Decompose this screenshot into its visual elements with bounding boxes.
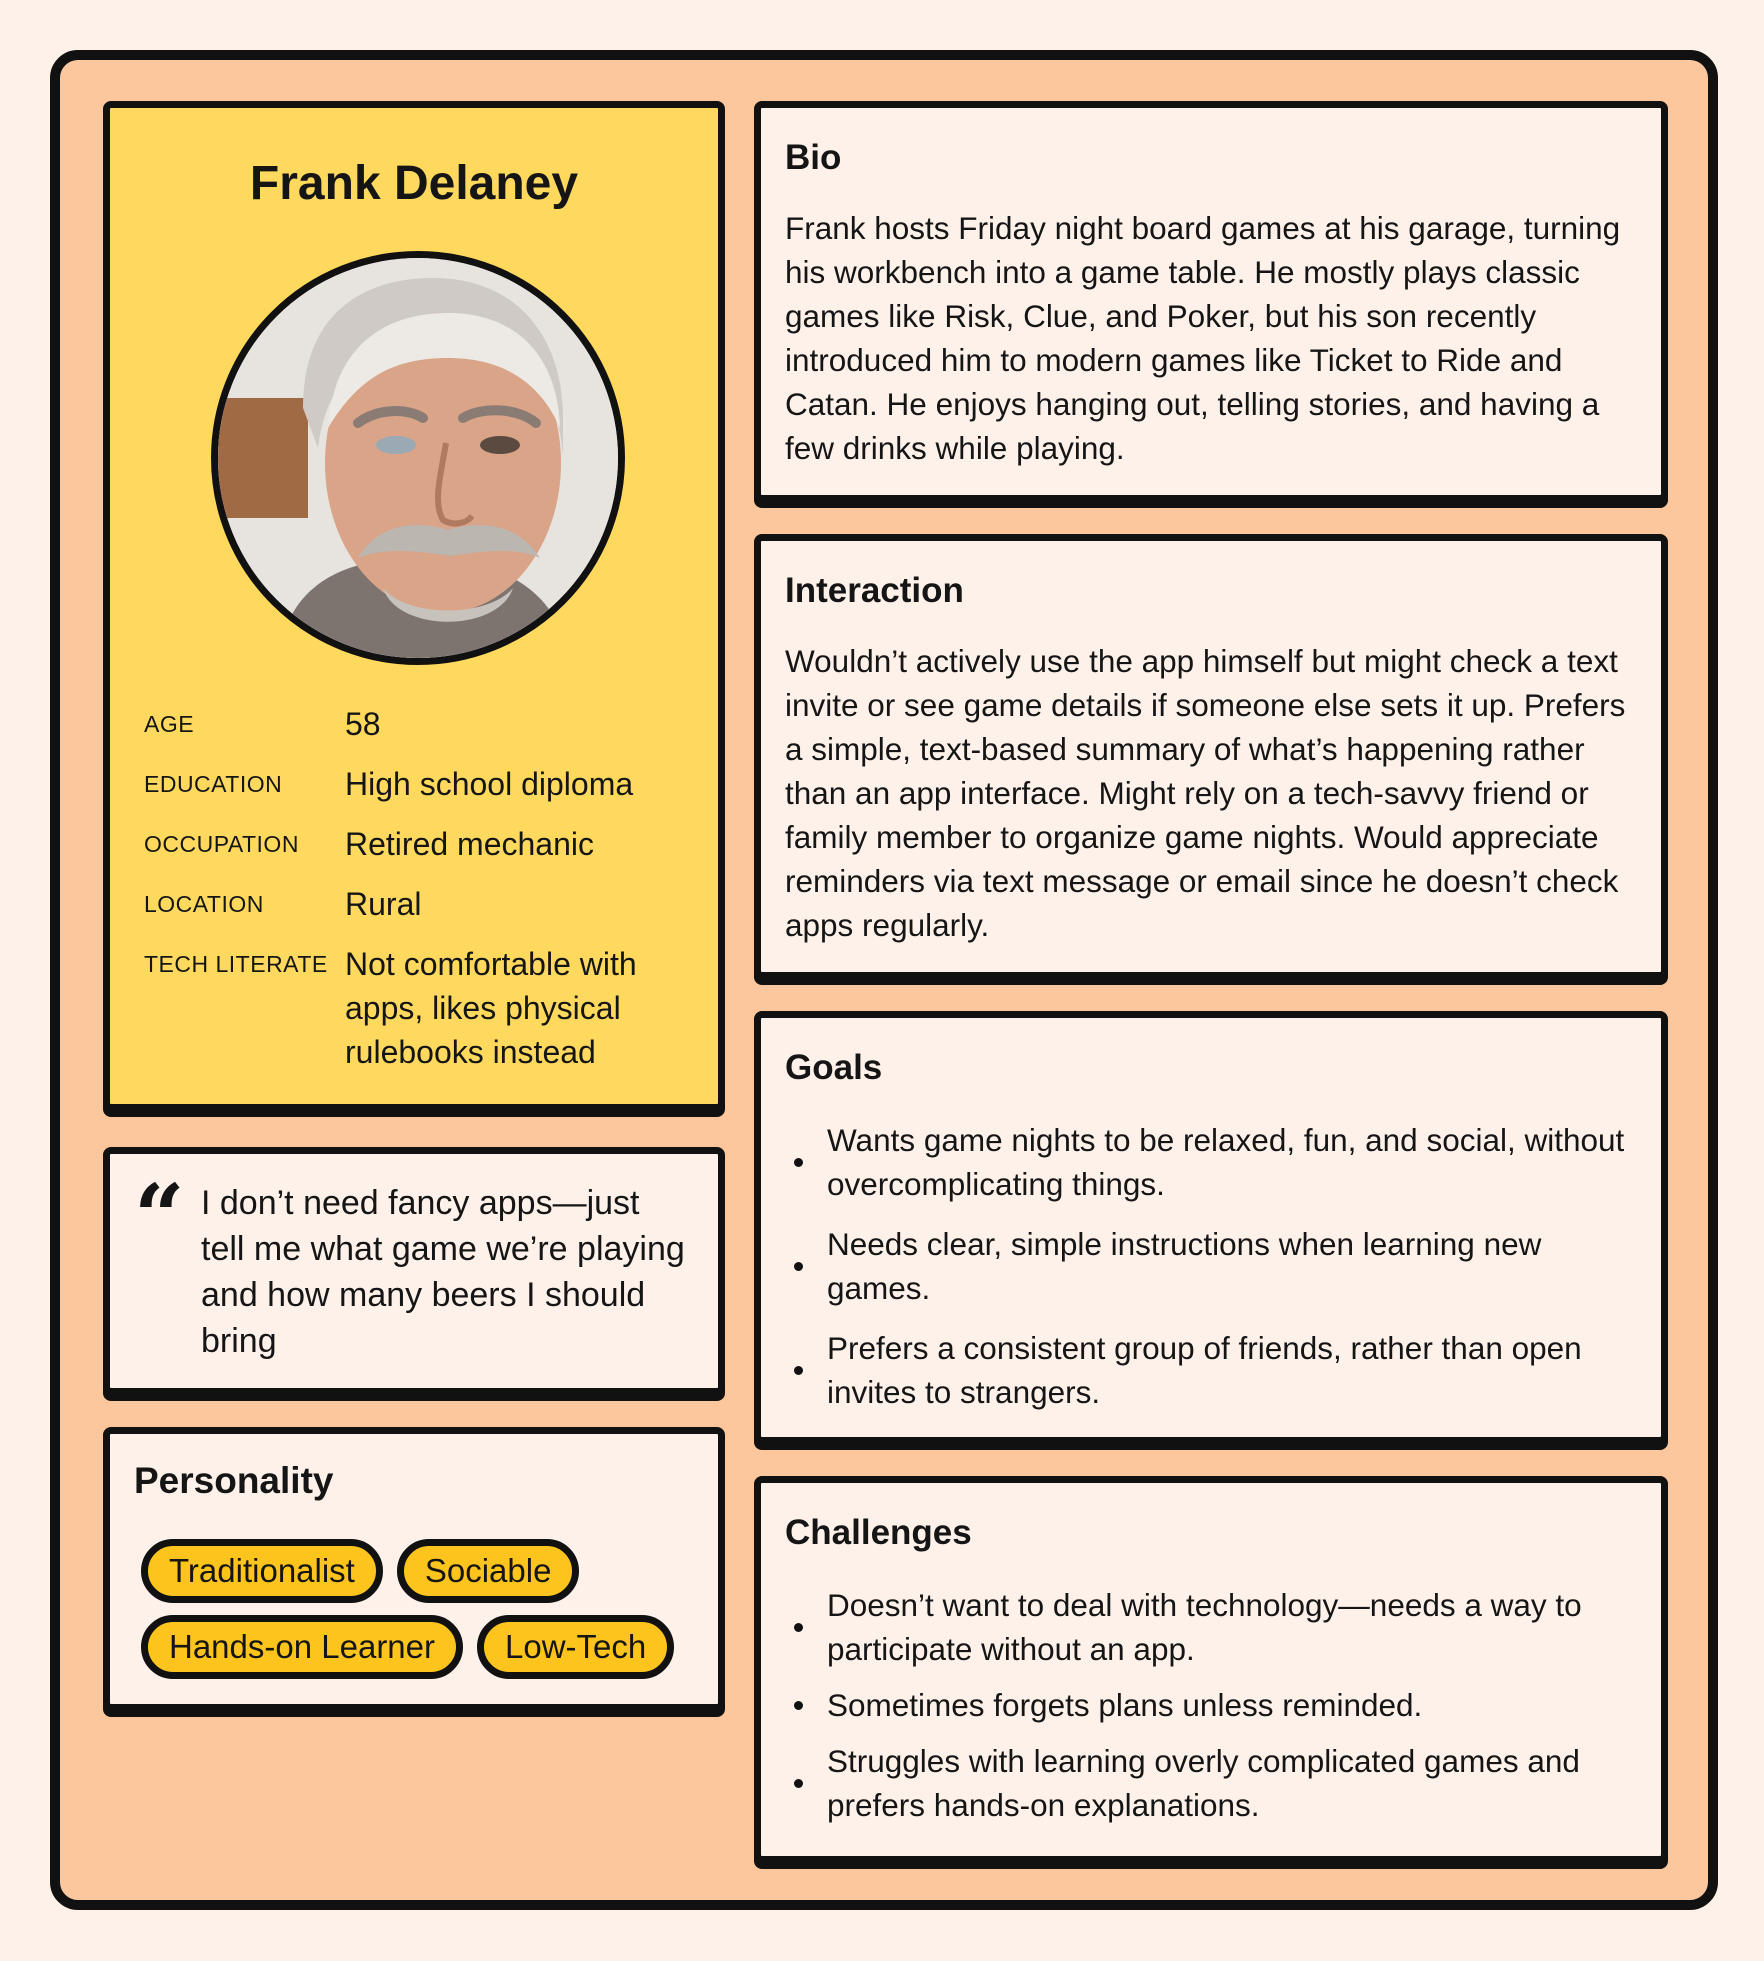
bio-text: Frank hosts Friday night board games at his garage, turning his workbench into a game table. He mostly plays classic games like Risk, Clue, and Poker, but his son recently introduced him to modern games like Ticket to Ride and Catan. He enjoys hanging out, telling stories, and having a few drinks while playing. — [785, 210, 1621, 466]
quote-card — [103, 1147, 725, 1395]
fact-value: Rural — [345, 886, 422, 922]
personality-card — [103, 1427, 725, 1711]
bio-title: Bio — [785, 138, 842, 177]
fact-value: Not comfortable with apps, likes physical rulebooks instead — [345, 946, 637, 1070]
fact-label: TECH LITERATE — [144, 951, 328, 977]
fact-education — [144, 762, 698, 806]
personality-title: Personality — [134, 1460, 334, 1501]
trait-chips — [141, 1539, 701, 1679]
challenge-item: Sometimes forgets plans unless reminded. — [785, 1683, 1641, 1727]
goal-item: Prefers a consistent group of friends, rather than open invites to strangers. — [785, 1326, 1641, 1414]
facts-list — [144, 702, 698, 1090]
trait-chip: Sociable — [397, 1539, 580, 1603]
fact-age — [144, 702, 698, 746]
quote-icon: “ — [134, 1164, 185, 1268]
interaction-text: Wouldn’t actively use the app himself but might check a text invite or see game details if someone else sets it up. Prefers a simple, text-based summary of what’s happening rather than an app interface. Might rely on a tech-savvy friend or family member to organize game nights. Would appreciate reminders via text message or email since he doesn’t check apps regularly. — [785, 643, 1626, 943]
avatar-image — [218, 258, 618, 658]
fact-value: High school diploma — [345, 766, 634, 802]
goals-title: Goals — [785, 1048, 883, 1087]
interaction-card — [754, 534, 1668, 979]
challenges-title: Challenges — [785, 1513, 972, 1552]
challenges-card — [754, 1476, 1668, 1863]
profile-card — [103, 101, 725, 1111]
trait-chip: Traditionalist — [141, 1539, 383, 1603]
quote-text: I don’t need fancy apps—just tell me what game we’re playing and how many beers I should bring — [201, 1184, 685, 1360]
goals-card — [754, 1011, 1668, 1444]
interaction-title: Interaction — [785, 571, 964, 610]
challenges-list — [785, 1583, 1641, 1839]
bio-card — [754, 101, 1668, 502]
goal-item: Needs clear, simple instructions when learning new games. — [785, 1222, 1641, 1310]
goal-item: Wants game nights to be relaxed, fun, and social, without overcomplicating things. — [785, 1118, 1641, 1206]
fact-value: Retired mechanic — [345, 826, 594, 862]
goals-list — [785, 1118, 1641, 1430]
fact-label: OCCUPATION — [144, 831, 299, 857]
fact-label: LOCATION — [144, 891, 264, 917]
avatar — [211, 251, 625, 665]
challenge-item: Doesn’t want to deal with technology—needs a way to participate without an app. — [785, 1583, 1641, 1671]
fact-location — [144, 882, 698, 926]
fact-occupation — [144, 822, 698, 866]
trait-chip: Low-Tech — [477, 1615, 674, 1679]
fact-label: AGE — [144, 711, 195, 737]
trait-chip: Hands-on Learner — [141, 1615, 463, 1679]
fact-tech-literate — [144, 942, 698, 1074]
fact-label: EDUCATION — [144, 771, 283, 797]
fact-value: 58 — [345, 706, 381, 742]
persona-name: Frank Delaney — [249, 157, 579, 210]
challenge-item: Struggles with learning overly complicated games and prefers hands-on explanations. — [785, 1739, 1641, 1827]
